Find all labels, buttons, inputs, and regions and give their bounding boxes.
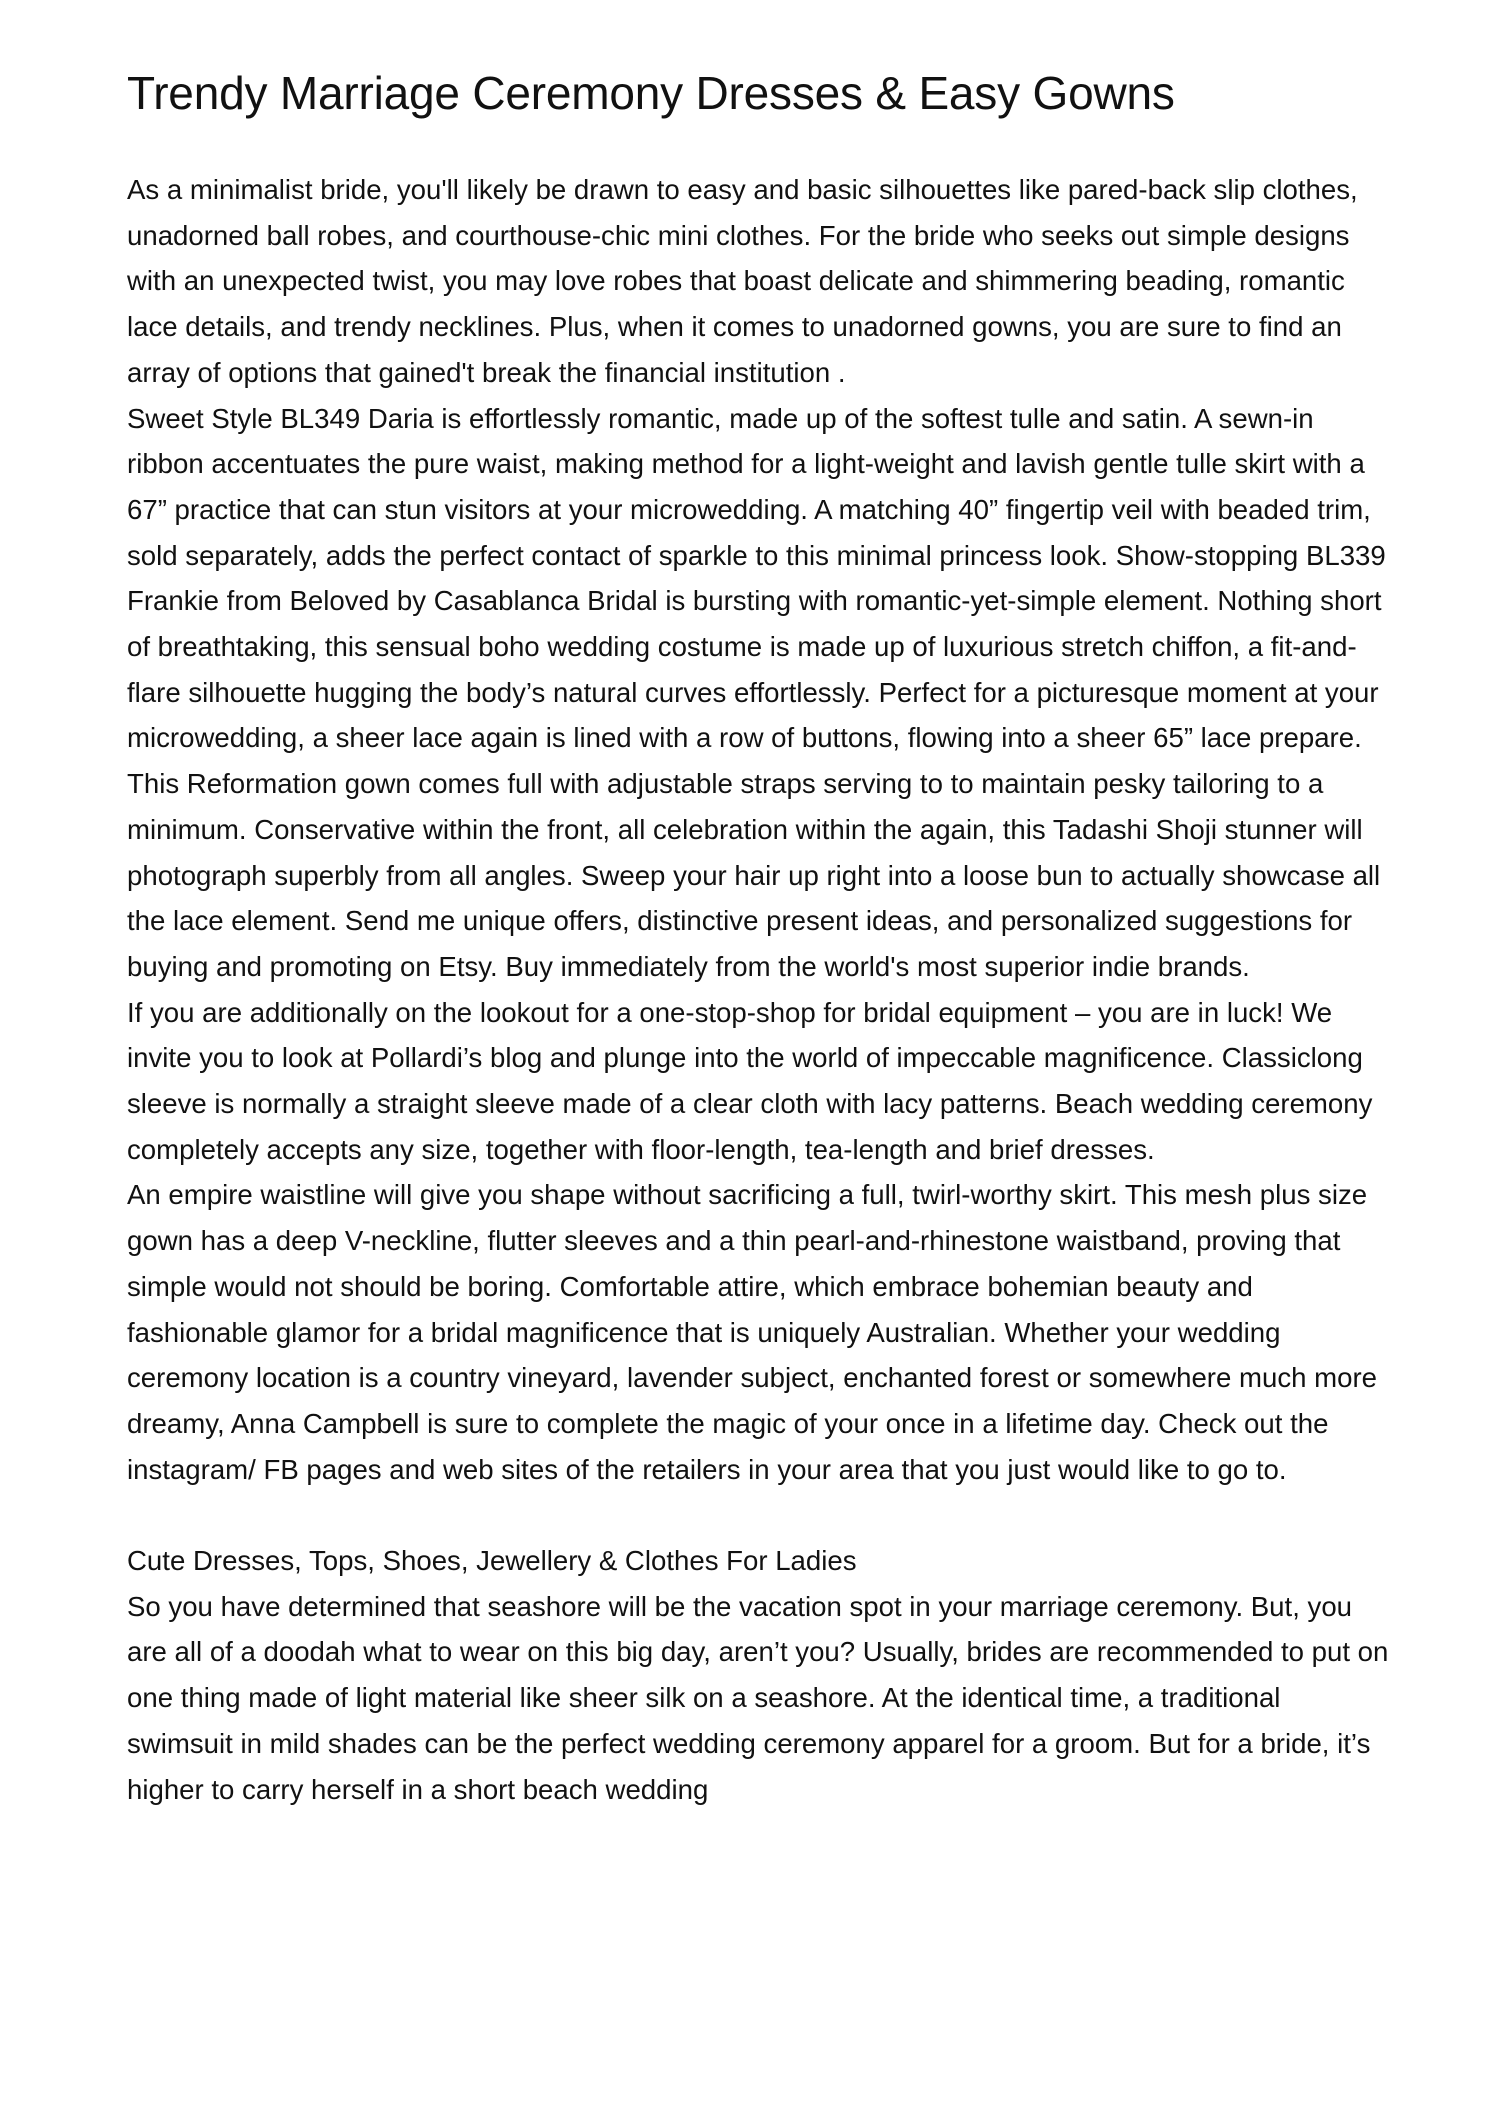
paragraph: Sweet Style BL349 Daria is effortlessly romantic, made up of the softest tulle and satin. A sewn-in ribbon accentuates the pure waist, making method for a light-weight and lavish gentle tulle skirt with a 67” practice that can stun visitors at your microwedding. A matching 40” fingertip veil with beaded trim, sold separately, adds the perfect contact of sparkle to this minimal princess look. Show-stopping BL339 Frankie from Beloved by Casablanca Bridal is bursting with romantic-yet-simple element. Nothing short of breathtaking, this sensual boho wedding costume is made up of luxurious stretch chiffon, a fit-and-flare silhouette hugging the body’s natural curves effortlessly. Perfect for a picturesque moment at your microwedding, a sheer lace again is lined with a row of buttons, flowing into a sheer 65” lace prepare. — [127, 402, 1386, 754]
article-body — [127, 167, 1389, 1812]
section-subheading: Cute Dresses, Tops, Shoes, Jewellery & Clothes For Ladies — [127, 1545, 857, 1577]
paragraph: If you are additionally on the lookout for a one-stop-shop for bridal equipment – you are in luck! We invite you to look at Pollardi’s blog and plunge into the world of impeccable magnificence. Classiclong sleeve is normally a straight sleeve made of a clear cloth with lacy patterns. Beach wedding ceremony completely accepts any size, together with floor-length, tea-length and brief dresses. — [127, 996, 1373, 1165]
page-title: Trendy Marriage Ceremony Dresses & Easy Gowns — [127, 67, 1175, 119]
spacer — [127, 1492, 1389, 1538]
paragraph: As a minimalist bride, you'll likely be drawn to easy and basic silhouettes like pared-back slip clothes, unadorned ball robes, and courthouse-chic mini clothes. For the bride who seeks out simple designs with an unexpected twist, you may love robes that boast delicate and shimmering beading, romantic lace details, and trendy necklines. Plus, when it comes to unadorned gowns, you are sure to find an array of options that gained't break the financial institution . — [127, 174, 1358, 388]
paragraph: So you have determined that seashore will be the vacation spot in your marriage ceremony. But, you are all of a doodah what to wear on this big day, aren’t you? Usually, brides are recommended to put on one thing made of light material like sheer silk on a seashore. At the identical time, a traditional swimsuit in mild shades can be the perfect wedding ceremony apparel for a groom. But for a bride, it’s higher to carry herself in a short beach wedding — [127, 1590, 1389, 1805]
paragraph: This Reformation gown comes full with adjustable straps serving to to maintain pesky tailoring to a minimum. Conservative within the front, all celebration within the again, this Tadashi Shoji stunner will photograph superbly from all angles. Sweep your hair up right into a loose bun to actually showcase all the lace element. Send me unique offers, distinctive present ideas, and personalized suggestions for buying and promoting on Etsy. Buy immediately from the world's most superior indie brands. — [127, 768, 1381, 982]
paragraph: An empire waistline will give you shape without sacrificing a full, twirl-worthy skirt. This mesh plus size gown has a deep V-neckline, flutter sleeves and a thin pearl-and-rhinestone waistband, proving that simple would not should be boring. Comfortable attire, which embrace bohemian beauty and fashionable glamor for a bridal magnificence that is uniquely Australian. Whether your wedding ceremony location is a country vineyard, lavender subject, enchanted forest or somewhere much more dreamy, Anna Campbell is sure to complete the magic of your once in a lifetime day. Check out the instagram/ FB pages and web sites of the retailers in your area that you just would like to go to. — [127, 1179, 1378, 1485]
